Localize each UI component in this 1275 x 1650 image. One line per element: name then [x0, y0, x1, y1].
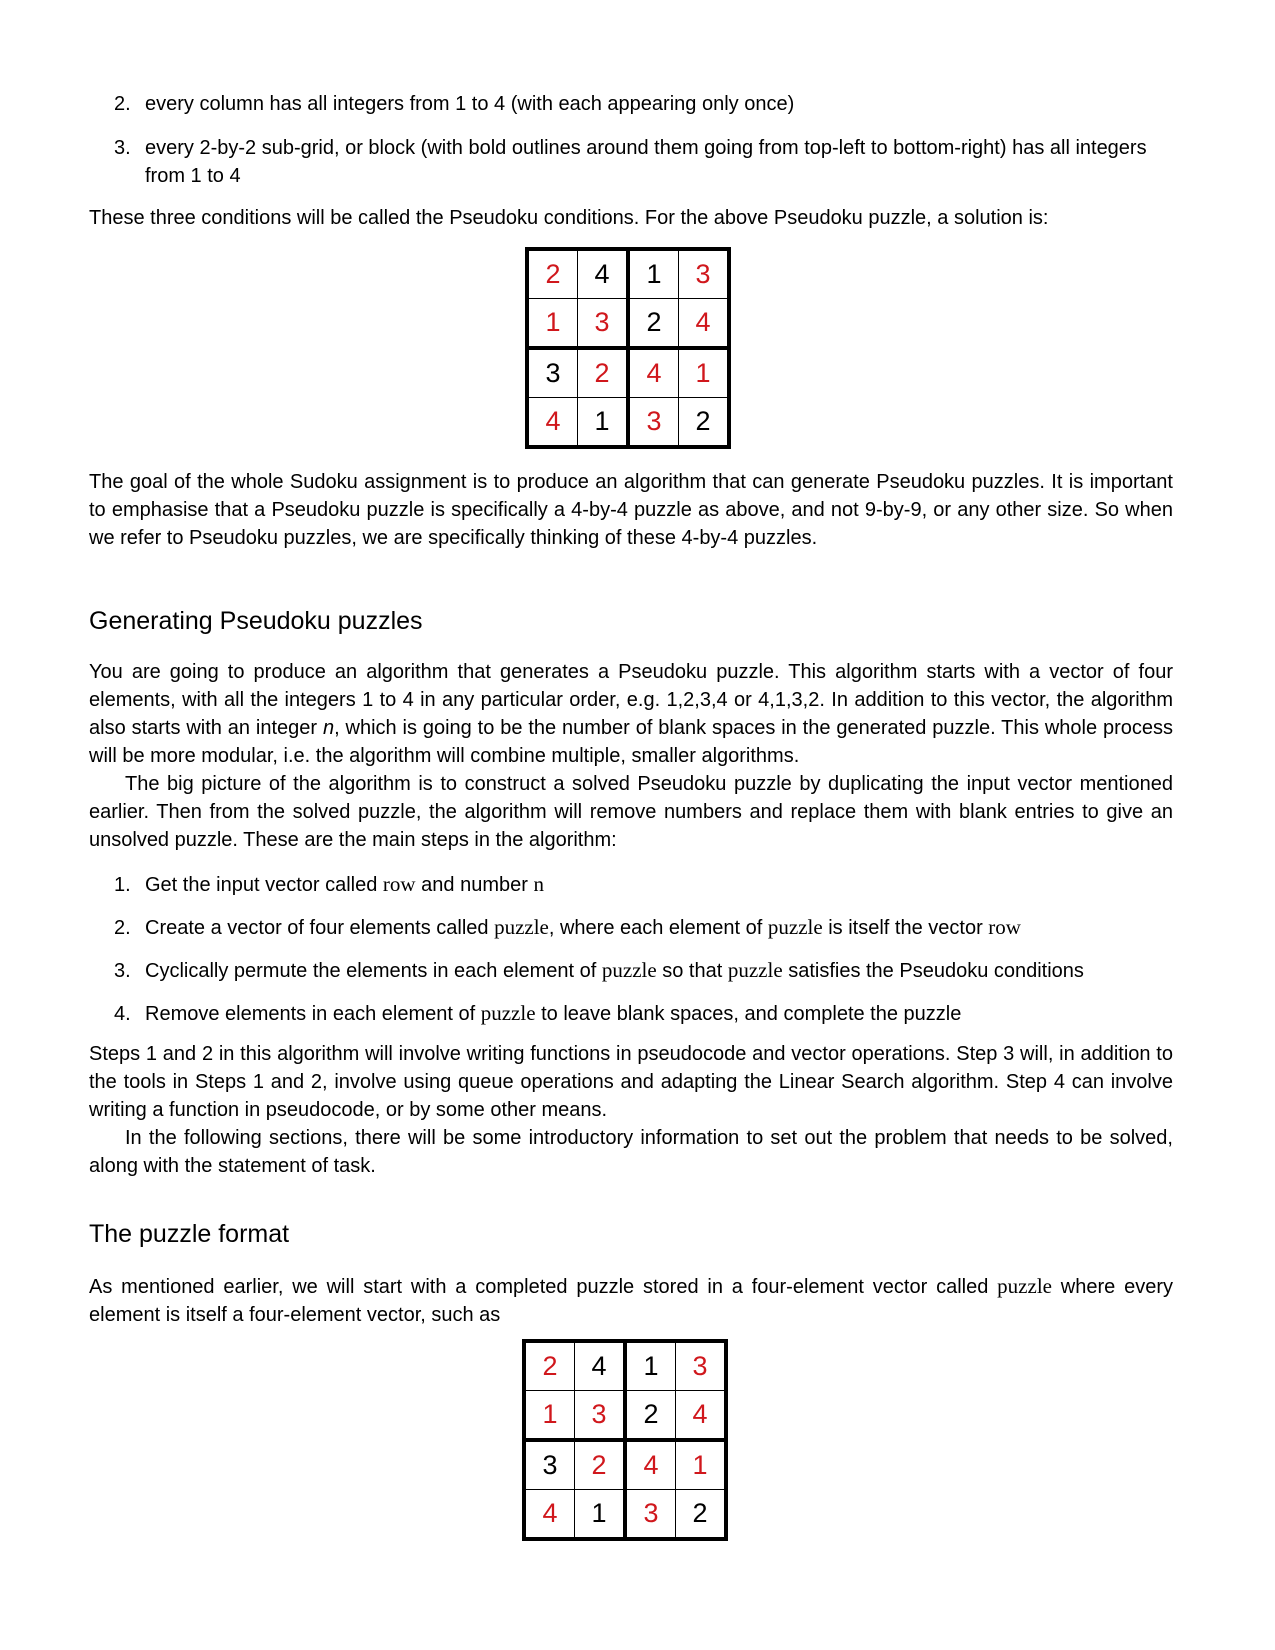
grid-cell: 3: [575, 1391, 626, 1441]
grid-row: [524, 1490, 726, 1540]
conditions-paragraph: These three conditions will be called the Pseudoku conditions. For the above Pseudoku puzzle, a solution is:: [89, 207, 1049, 229]
goal-paragraph: The goal of the whole Sudoku assignment is to produce an algorithm that can generate Pseudoku puzzles. It is important to emphasise that a Pseudoku puzzle is specifically a 4-by-4 puzzle as above, and not 9-by-9, or any other size. So when we refer to Pseudoku puzzles, we are specifically thinking of these 4-by-4 puzzles.: [89, 471, 1173, 549]
grid-cell: 1: [676, 1440, 727, 1490]
variable-n: n: [322, 717, 335, 739]
list-item-3: [114, 134, 1174, 190]
grid-cell: 4: [628, 348, 679, 398]
list-item-text: every 2-by-2 sub-grid, or block (with bold outlines around them going from top-left to bottom-right) has all integers from 1 to 4: [145, 137, 1147, 187]
code-puzzle: puzzle: [727, 958, 783, 982]
step-1: 1. Get the input vector called row and number n: [114, 872, 544, 896]
grid-cell: 4: [578, 249, 629, 299]
grid-cell: 3: [578, 299, 629, 349]
code-puzzle: puzzle: [494, 915, 549, 939]
grid-cell: 1: [628, 249, 679, 299]
grid-row: [524, 1341, 726, 1391]
code-row: row: [382, 872, 416, 896]
grid-row: [527, 348, 729, 398]
list-number: 3.: [114, 137, 131, 159]
grid-cell: 2: [527, 249, 578, 299]
grid-cell: 4: [625, 1440, 676, 1490]
grid-row: [527, 249, 729, 299]
code-n: n: [533, 872, 544, 896]
grid-cell: 4: [679, 299, 730, 349]
code-row: row: [988, 915, 1021, 939]
grid-cell: 4: [676, 1391, 727, 1441]
grid-cell: 3: [676, 1341, 727, 1391]
grid-cell: 3: [625, 1490, 676, 1540]
grid-row: [524, 1440, 726, 1490]
heading-generating: Generating Pseudoku puzzles: [89, 607, 423, 635]
grid-row: [527, 299, 729, 349]
grid-row: [524, 1391, 726, 1441]
grid-cell: 3: [628, 398, 679, 448]
grid-cell: 1: [625, 1341, 676, 1391]
grid-cell: 2: [676, 1490, 727, 1540]
step-3: 3. Cyclically permute the elements in each element of puzzle so that puzzle satisfies the Pseudoku conditions: [114, 958, 1084, 982]
code-puzzle: puzzle: [480, 1001, 536, 1025]
step-4: 4. Remove elements in each element of puzzle to leave blank spaces, and complete the puzzle: [114, 1001, 962, 1025]
puzzle-grid: [522, 1339, 728, 1541]
grid-cell: 4: [524, 1490, 575, 1540]
code-puzzle: puzzle: [601, 958, 657, 982]
heading-format: The puzzle format: [89, 1220, 290, 1248]
grid-cell: 3: [524, 1440, 575, 1490]
grid-cell: 1: [578, 398, 629, 448]
steps-paragraph-2: In the following sections, there will be some introductory information to set out the problem that needs to be solved, along with the statement of task.: [89, 1127, 1173, 1177]
grid-cell: 2: [628, 299, 679, 349]
generating-paragraph-2: The big picture of the algorithm is to construct a solved Pseudoku puzzle by duplicating the input vector mentioned earlier. Then from the solved puzzle, the algorithm will remove numbers and replace them with blank entries to give an unsolved puzzle. These are the main steps in the algorithm:: [89, 773, 1173, 851]
grid-cell: 3: [679, 249, 730, 299]
list-item-text: every column has all integers from 1 to 4 (with each appearing only once): [145, 93, 795, 115]
grid-cell: 2: [575, 1440, 626, 1490]
grid-cell: 1: [679, 348, 730, 398]
list-item-2: [114, 90, 794, 118]
grid-cell: 1: [524, 1391, 575, 1441]
grid-cell: 2: [578, 348, 629, 398]
grid-cell: 1: [527, 299, 578, 349]
grid-row: [527, 398, 729, 448]
grid-cell: 4: [527, 398, 578, 448]
step-2: 2. Create a vector of four elements called puzzle, where each element of puzzle is itself the vector row: [114, 915, 1021, 939]
grid-cell: 2: [679, 398, 730, 448]
grid-cell: 2: [524, 1341, 575, 1391]
grid-cell: 2: [625, 1391, 676, 1441]
grid-cell: 1: [575, 1490, 626, 1540]
format-paragraph: As mentioned earlier, we will start with a completed puzzle stored in a four-element vector called puzzle where every element is itself a four-element vector, such as: [89, 1274, 1173, 1326]
solution-grid: [525, 247, 731, 449]
grid-cell: 3: [527, 348, 578, 398]
list-number: 2.: [114, 93, 131, 115]
steps-paragraph-1: Steps 1 and 2 in this algorithm will involve writing functions in pseudocode and vector operations. Step 3 will, in addition to the tools in Steps 1 and 2, involve using queue operations and adapting the Linear Search algorithm. Step 4 can involve writing a function in pseudocode, or by some other means.: [89, 1043, 1173, 1121]
code-puzzle: puzzle: [767, 915, 823, 939]
code-puzzle: puzzle: [997, 1274, 1052, 1298]
generating-paragraph-1: You are going to produce an algorithm that generates a Pseudoku puzzle. This algorithm starts with a vector of four elements, with all the integers 1 to 4 in any particular order, e.g. 1,2,3,4 or 4,1,3,2. In addition to this vector, the algorithm also starts with an integer n, which is going to be the number of blank spaces in the generated puzzle. This whole process will be more modular, i.e. the algorithm will combine multiple, smaller algorithms.: [89, 661, 1173, 767]
grid-cell: 4: [575, 1341, 626, 1391]
